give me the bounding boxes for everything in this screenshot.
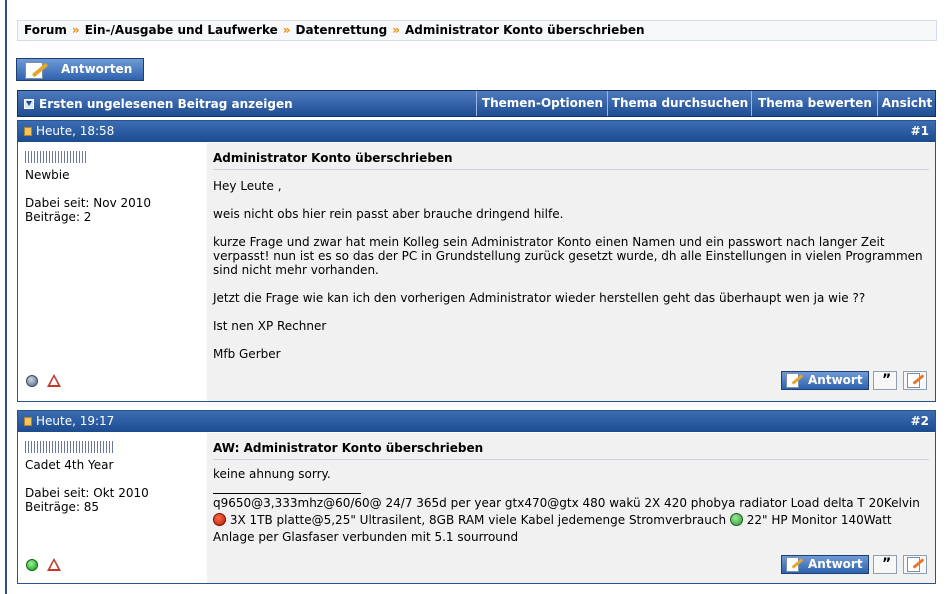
first-unread-label: Ersten ungelesenen Beitrag anzeigen: [39, 97, 293, 111]
post-header: [18, 121, 935, 142]
first-unread-link[interactable]: [24, 97, 293, 111]
post-text-line: Ist nen XP Rechner: [213, 319, 327, 333]
new-reply-label: Antworten: [61, 62, 133, 76]
quote-button[interactable]: [873, 371, 897, 390]
username[interactable]: [25, 441, 113, 453]
quote-button[interactable]: [873, 555, 897, 574]
offline-status-icon: [26, 375, 38, 387]
post-number[interactable]: #1: [910, 124, 929, 138]
breadcrumb-separator: »: [392, 23, 400, 37]
post-title: AW: Administrator Konto überschrieben: [213, 441, 929, 460]
reply-button[interactable]: [781, 555, 869, 574]
reply-pencil-icon: [784, 372, 806, 389]
breadcrumb-category[interactable]: Ein-/Ausgabe und Laufwerke: [84, 23, 278, 37]
multi-quote-button[interactable]: [903, 555, 927, 574]
post-date-text: Heute, 19:17: [36, 414, 115, 428]
breadcrumb-subforum[interactable]: Datenrettung: [295, 23, 388, 37]
breadcrumb-separator: »: [71, 23, 80, 37]
report-post-icon[interactable]: [47, 374, 61, 387]
quote-icon: ”: [882, 372, 892, 388]
tab-search-thread[interactable]: Thema durchsuchen: [607, 91, 752, 116]
left-frame-rule: [5, 0, 7, 594]
post-title: Administrator Konto überschrieben: [213, 151, 929, 170]
quote-icon: ”: [882, 556, 892, 572]
signature: [213, 495, 929, 546]
breadcrumb: [17, 20, 937, 41]
post-text-line: kurze Frage und zwar hat mein Kolleg sein Administrator Konto einen Namen und ein passwort nach langer Zeit verpasst! nun ist es so das der PC in Grundstellung zurück gesetzt wurde, dh alle Einstellungen in vielen Programmen sind nicht mehr vorhanden.: [213, 235, 923, 277]
reply-pencil-icon: [784, 556, 806, 573]
post-number[interactable]: #2: [910, 414, 929, 428]
signature-text: 140Watt Anlage per Glasfaser verbunden mit 5.1 sourround: [213, 513, 892, 544]
tab-thread-options[interactable]: Themen-Optionen: [476, 91, 608, 116]
multi-quote-button[interactable]: [903, 371, 927, 390]
angry-smiley-icon: [213, 513, 226, 526]
post-2: [17, 410, 936, 584]
signature-text: 3X 1TB platte@5,25" Ultrasilent, 8GB RAM viele Kabel jedemenge Stromverbrauch: [229, 513, 727, 527]
user-post-count: Beiträge: 2: [25, 210, 92, 224]
post-header: [18, 411, 935, 432]
signature-text: 22" HP Monitor: [746, 513, 838, 527]
reply-button[interactable]: [781, 371, 869, 390]
username[interactable]: [25, 151, 87, 163]
thread-toolbar: [17, 90, 936, 117]
edit-pencil-icon: [21, 60, 51, 80]
user-rank: Newbie: [25, 168, 70, 182]
post-date-text: Heute, 18:58: [36, 124, 115, 138]
green-smiley-icon: [730, 513, 743, 526]
post-text-line: Hey Leute ,: [213, 179, 282, 193]
breadcrumb-thread: Administrator Konto überschrieben: [405, 23, 645, 37]
post-text-line: Jetzt die Frage wie kan ich den vorherigen Administrator wieder herstellen geht das überhaupt wen ja wie ??: [213, 291, 866, 305]
post-content: [207, 143, 935, 401]
new-reply-button[interactable]: [16, 58, 144, 81]
reply-label: Antwort: [808, 373, 863, 387]
post-text-line: keine ahnung sorry.: [213, 467, 331, 481]
user-rank: Cadet 4th Year: [25, 458, 114, 472]
post-text-line: Mfb Gerber: [213, 347, 281, 361]
user-panel: [18, 143, 207, 401]
post-1: [17, 120, 936, 402]
first-unread-icon: [24, 99, 34, 109]
post-date: [24, 411, 114, 432]
report-post-icon[interactable]: [47, 558, 61, 571]
multi-quote-pencil-icon: [906, 556, 926, 573]
signature-divider: [213, 493, 361, 494]
user-joined: Dabei seit: Nov 2010: [25, 196, 152, 210]
multi-quote-pencil-icon: [906, 372, 926, 389]
post-document-icon: [24, 417, 32, 426]
breadcrumb-separator: »: [282, 23, 291, 37]
post-document-icon: [24, 127, 32, 136]
post-date: [24, 121, 114, 142]
breadcrumb-forum[interactable]: Forum: [24, 23, 67, 37]
post-text-line: weis nicht obs hier rein passt aber brauche dringend hilfe.: [213, 207, 564, 221]
user-panel: [18, 433, 207, 583]
signature-text: q9650@3,333mhz@60/60@ 24/7 365d per year gtx470@gtx 480 wakü 2X 420 phobya radiator Load delta T 20Kelvin: [213, 496, 920, 510]
tab-display-mode[interactable]: Ansicht: [877, 91, 936, 116]
tab-rate-thread[interactable]: Thema bewerten: [751, 91, 878, 116]
post-content: [207, 433, 935, 583]
reply-label: Antwort: [808, 557, 863, 571]
user-joined: Dabei seit: Okt 2010: [25, 486, 149, 500]
user-post-count: Beiträge: 85: [25, 500, 100, 514]
online-status-icon: [26, 559, 38, 571]
